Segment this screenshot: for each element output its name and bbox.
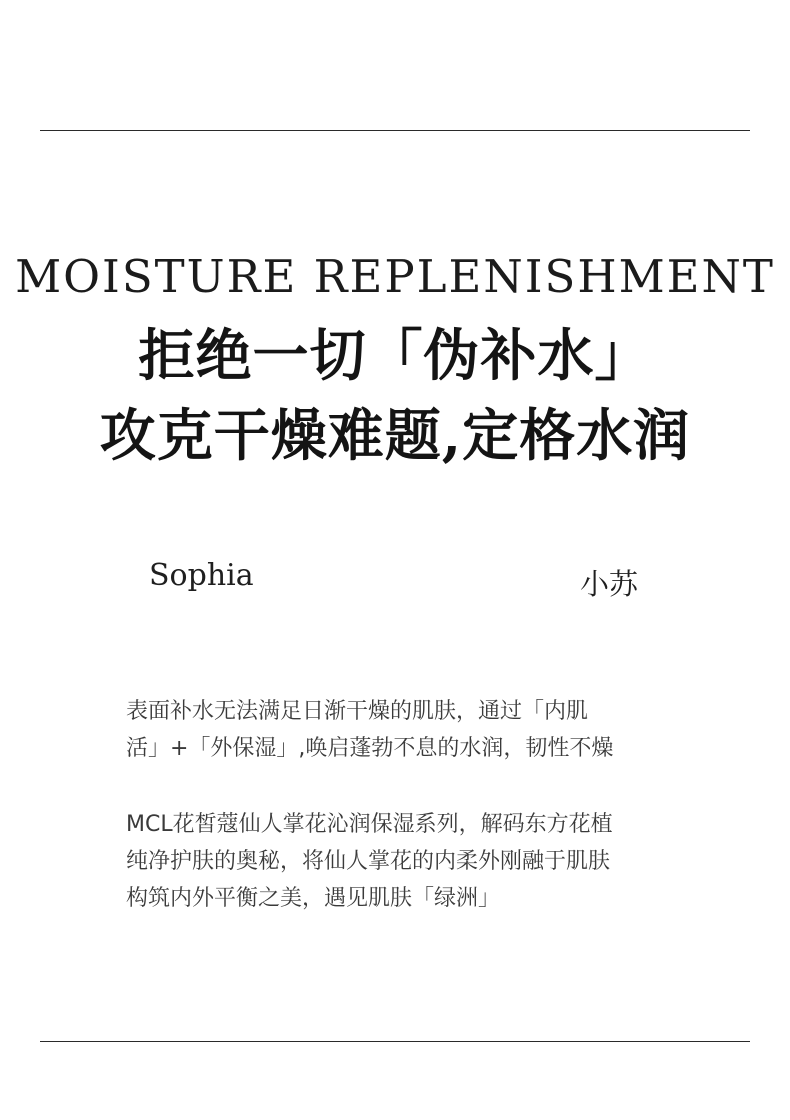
body-paragraph-2 [126,806,686,917]
author-name-english: Sophia [149,558,254,593]
headline-chinese-line-1: 拒绝一切「伪补水」 [138,323,652,389]
headline-chinese-line-2: 攻克干燥难题,定格水润 [99,403,691,469]
headline-english: MOISTURE REPLENISHMENT [15,250,775,303]
top-divider [40,130,750,131]
author-name-chinese: 小苏 [580,567,639,601]
body-paragraph-1 [126,693,686,767]
bottom-divider [40,1041,750,1042]
paragraph-line: 活」+「外保湿」,唤启蓬勃不息的水润，韧性不燥 [126,736,614,761]
paragraph-line: 纯净护肤的奥秘，将仙人掌花的内柔外刚融于肌肤 [126,849,611,874]
paragraph-line: 构筑内外平衡之美，遇见肌肤「绿洲」 [126,886,501,911]
paragraph-line: 表面补水无法满足日渐干燥的肌肤，通过「内肌 [126,699,589,724]
paragraph-line: MCL花皙蔻仙人掌花沁润保湿系列，解码东方花植 [126,812,613,837]
